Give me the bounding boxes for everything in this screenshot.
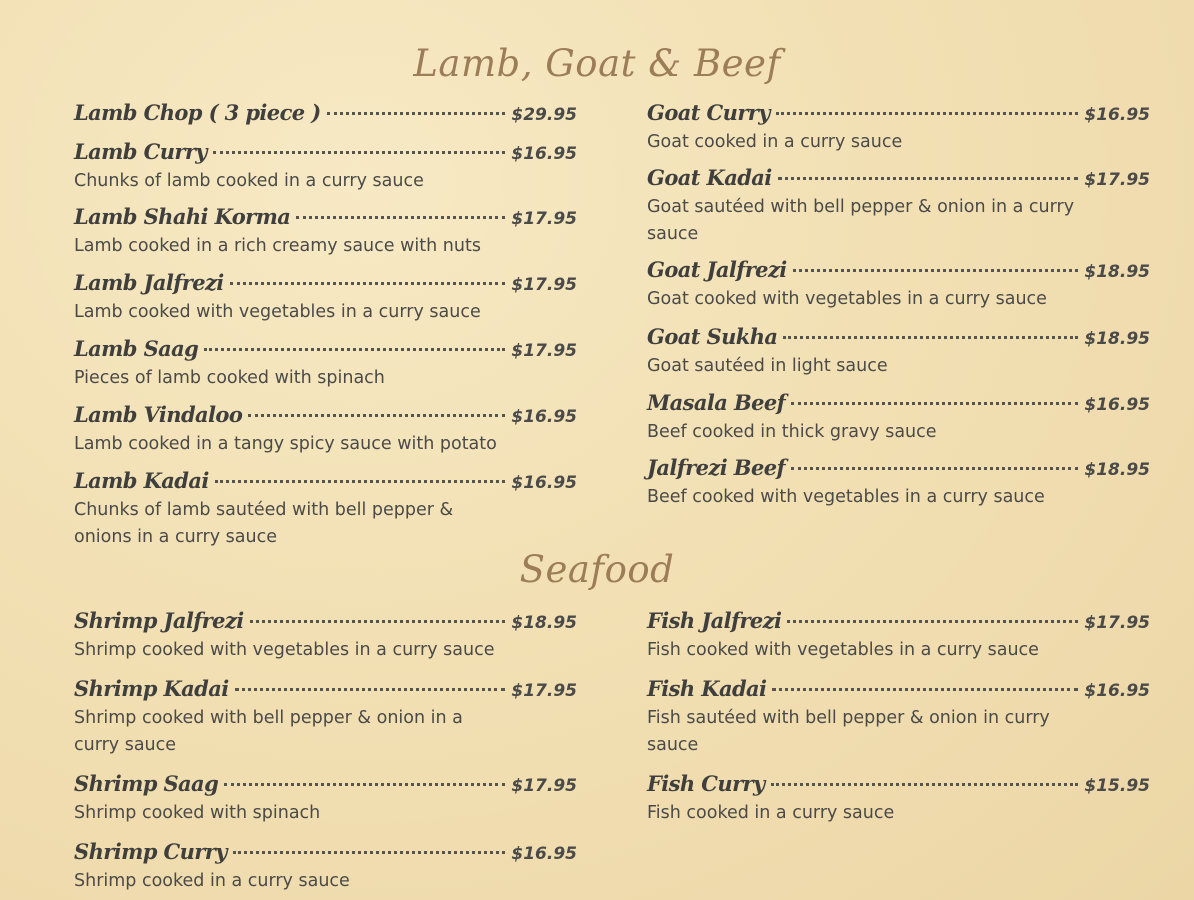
- dot-leader: [772, 688, 1078, 691]
- item-description: Shrimp cooked with spinach: [74, 803, 321, 823]
- item-price: $17.95: [1084, 613, 1150, 633]
- menu-item: [74, 402, 577, 458]
- menu-item: [74, 608, 577, 664]
- item-name: Fish Curry: [647, 771, 765, 796]
- menu-item: [74, 270, 577, 326]
- dot-leader: [213, 151, 505, 154]
- menu-item: [647, 390, 1150, 446]
- item-description: Chunks of lamb cooked in a curry sauce: [74, 171, 424, 191]
- menu-item: [647, 455, 1150, 511]
- dot-leader: [204, 348, 505, 351]
- item-price: $17.95: [1084, 170, 1150, 190]
- menu-item: [74, 771, 577, 827]
- item-name: Goat Curry: [647, 100, 770, 125]
- item-description: Chunks of lamb sautéed with bell pepper & onions in a curry sauce: [74, 500, 454, 547]
- item-price: $16.95: [511, 473, 577, 493]
- item-name: Lamb Chop ( 3 piece ): [74, 100, 321, 125]
- section-title-seafood: Seafood: [519, 548, 675, 591]
- dot-leader: [235, 688, 506, 691]
- item-price: $18.95: [1084, 329, 1150, 349]
- item-description: Fish cooked in a curry sauce: [647, 803, 895, 823]
- menu-item: [74, 100, 577, 130]
- menu-item: [74, 468, 577, 551]
- item-description: Shrimp cooked in a curry sauce: [74, 871, 350, 891]
- item-description: Pieces of lamb cooked with spinach: [74, 368, 385, 388]
- item-name: Fish Kadai: [647, 676, 767, 701]
- item-price: $17.95: [511, 275, 577, 295]
- section-title-lamb-goat-beef: Lamb, Goat & Beef: [413, 42, 781, 85]
- menu-item: [647, 257, 1150, 313]
- menu-item: [74, 204, 577, 260]
- item-price: $17.95: [511, 209, 577, 229]
- item-name: Shrimp Jalfrezi: [74, 608, 244, 633]
- dot-leader: [793, 269, 1079, 272]
- item-name: Shrimp Curry: [74, 839, 227, 864]
- item-description: Beef cooked with vegetables in a curry sauce: [647, 487, 1045, 507]
- dot-leader: [224, 783, 505, 786]
- dot-leader: [327, 112, 506, 115]
- item-name: Goat Kadai: [647, 165, 772, 190]
- dot-leader: [776, 112, 1079, 115]
- item-name: Goat Jalfrezi: [647, 257, 787, 282]
- dot-leader: [233, 851, 506, 854]
- item-description: Goat sautéed in light sauce: [647, 356, 888, 376]
- item-price: $16.95: [511, 144, 577, 164]
- item-price: $17.95: [511, 341, 577, 361]
- item-name: Fish Jalfrezi: [647, 608, 782, 633]
- menu-item: [647, 324, 1150, 380]
- dot-leader: [783, 336, 1078, 339]
- item-price: $18.95: [1084, 460, 1150, 480]
- dot-leader: [778, 177, 1079, 180]
- dot-leader: [248, 414, 505, 417]
- dot-leader: [787, 620, 1078, 623]
- dot-leader: [250, 620, 506, 623]
- item-description: Shrimp cooked with vegetables in a curry sauce: [74, 640, 495, 660]
- item-description: Fish cooked with vegetables in a curry sauce: [647, 640, 1039, 660]
- item-name: Shrimp Saag: [74, 771, 219, 796]
- item-description: Lamb cooked with vegetables in a curry sauce: [74, 302, 481, 322]
- item-name: Lamb Kadai: [74, 468, 209, 493]
- item-price: $18.95: [511, 613, 577, 633]
- item-price: $18.95: [1084, 262, 1150, 282]
- menu-item: [74, 336, 577, 392]
- item-description: Lamb cooked in a tangy spicy sauce with potato: [74, 434, 497, 454]
- dot-leader: [296, 216, 505, 219]
- dot-leader: [771, 783, 1079, 786]
- item-price: $29.95: [511, 105, 577, 125]
- item-price: $15.95: [1084, 776, 1150, 796]
- menu-item: [647, 100, 1150, 156]
- item-price: $16.95: [1084, 395, 1150, 415]
- item-price: $16.95: [511, 407, 577, 427]
- item-price: $17.95: [511, 776, 577, 796]
- item-name: Lamb Saag: [74, 336, 199, 361]
- item-price: $16.95: [1084, 105, 1150, 125]
- item-name: Lamb Jalfrezi: [74, 270, 224, 295]
- item-name: Masala Beef: [647, 390, 786, 415]
- item-name: Lamb Vindaloo: [74, 402, 243, 427]
- dot-leader: [215, 480, 506, 483]
- item-name: Lamb Curry: [74, 139, 207, 164]
- menu-item: [74, 676, 577, 759]
- item-price: $16.95: [1084, 681, 1150, 701]
- item-description: Goat sautéed with bell pepper & onion in a curry sauce: [647, 197, 1075, 244]
- item-description: Goat cooked with vegetables in a curry sauce: [647, 289, 1047, 309]
- item-name: Jalfrezi Beef: [647, 455, 785, 480]
- dot-leader: [230, 282, 506, 285]
- dot-leader: [791, 467, 1078, 470]
- menu-item: [647, 608, 1150, 664]
- item-description: Shrimp cooked with bell pepper & onion in a curry sauce: [74, 708, 463, 755]
- item-price: $16.95: [511, 844, 577, 864]
- menu-item: [647, 165, 1150, 248]
- item-name: Goat Sukha: [647, 324, 778, 349]
- item-price: $17.95: [511, 681, 577, 701]
- menu-item: [647, 676, 1150, 759]
- menu-item: [74, 139, 577, 195]
- item-name: Shrimp Kadai: [74, 676, 229, 701]
- item-description: Lamb cooked in a rich creamy sauce with nuts: [74, 236, 481, 256]
- item-description: Fish sautéed with bell pepper & onion in curry sauce: [647, 708, 1050, 755]
- item-name: Lamb Shahi Korma: [74, 204, 291, 229]
- item-description: Goat cooked in a curry sauce: [647, 132, 903, 152]
- dot-leader: [791, 402, 1078, 405]
- item-description: Beef cooked in thick gravy sauce: [647, 422, 937, 442]
- menu-item: [74, 839, 577, 895]
- menu-item: [647, 771, 1150, 827]
